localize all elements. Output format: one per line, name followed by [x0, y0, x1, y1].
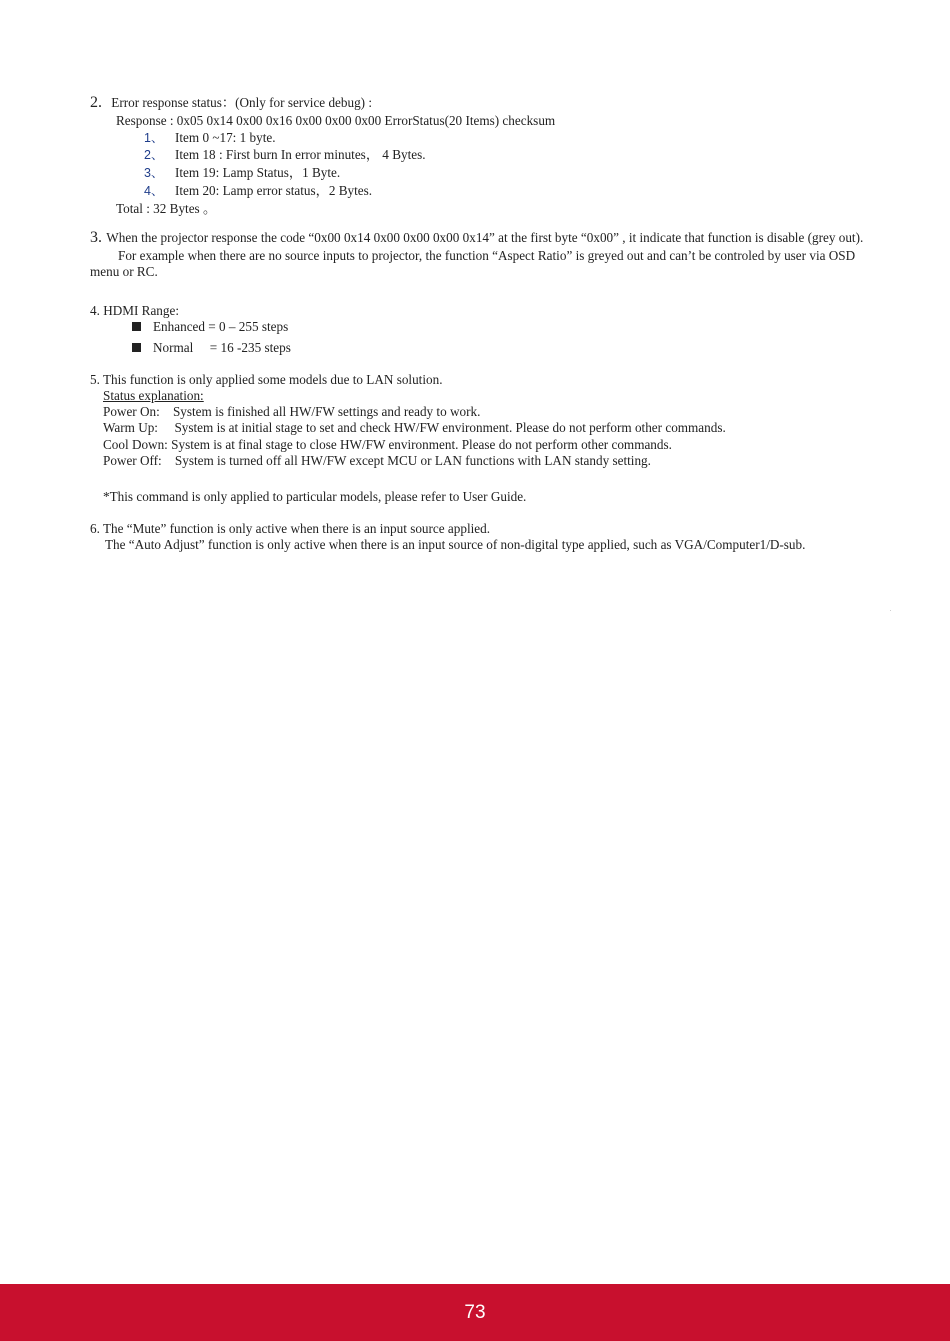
section-6-line-1: 6. The “Mute” function is only active when there is an input source applied.	[90, 521, 491, 536]
square-bullet-icon	[132, 322, 141, 331]
item-number: 3、	[144, 166, 164, 180]
speck-decoration	[890, 610, 891, 611]
section-3-line-2: For example when there are no source inputs to projector, the function “Aspect Ratio” is greyed out and can’t be controled by user via OSD	[118, 248, 856, 263]
square-bullet-icon	[132, 343, 141, 352]
section-3-line-1	[90, 230, 863, 246]
bullet-text: Normal = 16 -235 steps	[153, 340, 291, 355]
section-3-line-1-text: When the projector response the code “0x00 0x14 0x00 0x00 0x00 0x14” at the first byte “0x00” , it indicate that function is disable (grey out).	[106, 230, 864, 245]
status-row: Power On: System is finished all HW/FW settings and ready to work.	[103, 404, 481, 419]
status-row: Cool Down: System is at final stage to close HW/FW environment. Please do not perform other commands.	[103, 437, 672, 452]
section-4-bullet	[132, 319, 288, 335]
item-number: 1、	[144, 131, 164, 145]
section-5-note: *This command is only applied to particular models, please refer to User Guide.	[103, 489, 527, 504]
section-2-heading-text: Error response status：(Only for service debug) :	[111, 95, 373, 110]
section-2-number: 2.	[90, 94, 102, 111]
status-row: Warm Up: System is at initial stage to set and check HW/FW environment. Please do not perform other commands.	[103, 420, 726, 435]
bullet-text: Enhanced = 0 – 255 steps	[153, 319, 289, 334]
section-2-item	[144, 130, 276, 146]
item-text: Item 19: Lamp Status，1 Byte.	[175, 165, 341, 180]
section-2-heading	[90, 95, 372, 111]
section-5-heading: 5. This function is only applied some models due to LAN solution.	[90, 372, 443, 387]
page-footer	[0, 1284, 950, 1341]
section-2-total: Total : 32 Bytes 。	[116, 201, 217, 216]
section-2-item	[144, 147, 426, 163]
section-4-heading: 4. HDMI Range:	[90, 303, 180, 318]
item-text: Item 0 ~17: 1 byte.	[175, 130, 276, 145]
section-4-bullet	[132, 340, 291, 356]
item-number: 2、	[144, 148, 164, 162]
section-5-subheading: Status explanation:	[103, 388, 204, 403]
section-3-line-3: menu or RC.	[90, 264, 158, 279]
section-6-line-2: The “Auto Adjust” function is only active when there is an input source of non-digital type applied, such as VGA/Computer1/D-sub.	[105, 537, 806, 552]
page-number: 73	[464, 1302, 486, 1323]
section-2-item	[144, 165, 340, 181]
item-number: 4、	[144, 184, 164, 198]
section-2-item	[144, 183, 372, 199]
section-3-number: 3.	[90, 229, 102, 246]
status-row: Power Off: System is turned off all HW/FW except MCU or LAN functions with LAN standy setting.	[103, 453, 651, 468]
item-text: Item 18 : First burn In error minutes， 4 Bytes.	[175, 147, 426, 162]
item-text: Item 20: Lamp error status，2 Bytes.	[175, 183, 373, 198]
section-2-response: Response : 0x05 0x14 0x00 0x16 0x00 0x00 0x00 ErrorStatus(20 Items) checksum	[116, 113, 556, 128]
